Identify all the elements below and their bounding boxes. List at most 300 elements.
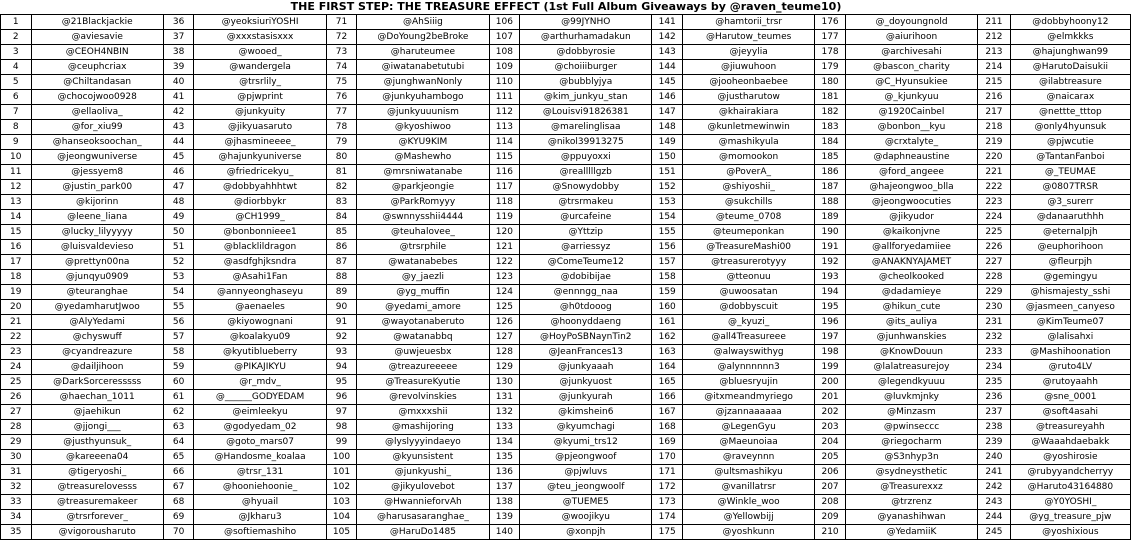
entry-handle: @pjwprint [194,90,326,105]
entry-handle: @harusasaranghae_ [357,510,489,525]
entry-number: 50 [163,225,194,240]
entry-handle: @danaaruthhh [1010,210,1130,225]
entry-handle: @sne_0001 [1010,390,1130,405]
entry-handle: @tteonuu [682,270,814,285]
entry-handle: @jiuwuhoon [682,60,814,75]
entry-number: 195 [815,300,846,315]
table-row [1,105,1131,120]
entry-handle: @_kjunkyuu [845,90,977,105]
entry-handle: @Mashihoonation [1010,345,1130,360]
entry-number: 98 [326,420,357,435]
entry-handle: @ppuyoxxi [520,150,652,165]
table-row [1,450,1131,465]
entry-number: 212 [978,30,1011,45]
entry-number: 208 [815,495,846,510]
table-row [1,300,1131,315]
entry-handle: @hooniehoonie_ [194,480,326,495]
entry-handle: @HaruDo1485 [357,525,489,540]
entry-number: 222 [978,180,1011,195]
entry-handle: @riegocharm [845,435,977,450]
entry-number: 205 [815,450,846,465]
entry-number: 227 [978,255,1011,270]
entry-handle: @naicarax [1010,90,1130,105]
entry-number: 19 [1,285,32,300]
entry-number: 196 [815,315,846,330]
entry-handle: @khairakiara [682,105,814,120]
entry-handle: @cyandreazure [31,345,163,360]
table-row [1,495,1131,510]
entry-handle: @treasuremakeer [31,495,163,510]
entry-handle: @hikun_cute [845,300,977,315]
table-row [1,390,1131,405]
entry-number: 29 [1,435,32,450]
entry-number: 160 [652,300,683,315]
entry-handle: @TUEME5 [520,495,652,510]
entry-number: 156 [652,240,683,255]
entry-number: 42 [163,105,194,120]
entry-number: 61 [163,390,194,405]
entry-handle: @TreasureKyutie [357,375,489,390]
entry-number: 214 [978,60,1011,75]
table-row [1,345,1131,360]
entry-number: 75 [326,75,357,90]
entry-number: 200 [815,375,846,390]
entry-number: 229 [978,285,1011,300]
table-body [1,15,1131,540]
entry-handle: @Asahi1Fan [194,270,326,285]
entry-handle: @junkyaaah [520,360,652,375]
entry-handle: @gemingyu [1010,270,1130,285]
entry-handle: @teuranghae [31,285,163,300]
entry-number: 118 [489,195,520,210]
entry-number: 79 [326,135,357,150]
entry-number: 216 [978,90,1011,105]
entry-number: 119 [489,210,520,225]
table-row [1,60,1131,75]
entry-number: 17 [1,255,32,270]
entry-number: 57 [163,330,194,345]
entry-handle: @hamtorii_trsr [682,15,814,30]
entry-number: 38 [163,45,194,60]
entry-number: 101 [326,465,357,480]
entry-handle: @hyuail [194,495,326,510]
entry-number: 6 [1,90,32,105]
entry-number: 90 [326,300,357,315]
entry-handle: @jikyudor [845,210,977,225]
entry-handle: @teume_0708 [682,210,814,225]
entry-number: 36 [163,15,194,30]
table-row [1,180,1131,195]
entry-number: 244 [978,510,1011,525]
entry-number: 231 [978,315,1011,330]
entry-handle: @AlyYedami [31,315,163,330]
entry-number: 235 [978,375,1011,390]
entry-number: 66 [163,465,194,480]
entry-handle: @Harutow_teumes [682,30,814,45]
entry-number: 164 [652,360,683,375]
entry-number: 27 [1,405,32,420]
entry-handle: @Minzasm [845,405,977,420]
entry-handle: @Chiltandasan [31,75,163,90]
entry-number: 239 [978,435,1011,450]
entry-number: 131 [489,390,520,405]
entry-handle: @21Blackjackie [31,15,163,30]
entry-number: 158 [652,270,683,285]
table-row [1,195,1131,210]
entry-number: 245 [978,525,1011,540]
entry-number: 149 [652,135,683,150]
entry-handle: @vigorousharuto [31,525,163,540]
entry-handle: @junkyushi_ [357,465,489,480]
entry-number: 81 [326,165,357,180]
entry-handle: @jeongwuniverse [31,150,163,165]
entry-handle: @legendkyuuu [845,375,977,390]
entry-handle: @Yttzip [520,225,652,240]
entry-number: 167 [652,405,683,420]
entry-number: 111 [489,90,520,105]
entry-number: 109 [489,60,520,75]
entry-number: 49 [163,210,194,225]
table-row [1,465,1131,480]
entry-number: 201 [815,390,846,405]
table-row [1,210,1131,225]
entry-number: 60 [163,375,194,390]
table-row [1,225,1131,240]
entry-number: 35 [1,525,32,540]
entry-handle: @bascon_charity [845,60,977,75]
page-title: THE FIRST STEP: THE TREASURE EFFECT (1st Full Album Giveaways by @raven_teume10) [290,0,842,13]
entry-number: 73 [326,45,357,60]
entry-number: 71 [326,15,357,30]
entry-handle: @wayotanaberuto [357,315,489,330]
entry-number: 170 [652,450,683,465]
entry-handle: @AhSiiig [357,15,489,30]
entry-handle: @JeanFrances13 [520,345,652,360]
entry-number: 191 [815,240,846,255]
entry-handle: @Winkle_woo [682,495,814,510]
entry-handle: @justin_park00 [31,180,163,195]
entry-number: 125 [489,300,520,315]
entry-handle: @HarutoDaisukii [1010,60,1130,75]
entry-handle: @pjwcutie [1010,135,1130,150]
entry-handle: @marelinglisaa [520,120,652,135]
entry-handle: @swnnysshii4444 [357,210,489,225]
entry-handle: @1920Cainbel [845,105,977,120]
table-row [1,375,1131,390]
entry-number: 126 [489,315,520,330]
entry-number: 103 [326,495,357,510]
entry-number: 190 [815,225,846,240]
entry-handle: @ceuphcriax [31,60,163,75]
entry-number: 139 [489,510,520,525]
entry-number: 93 [326,345,357,360]
entry-number: 88 [326,270,357,285]
entry-handle: @jasmeen_canyeso [1010,300,1130,315]
entry-handle: @PIKAJIKYU [194,360,326,375]
entry-handle: @Y0YOSHI_ [1010,495,1130,510]
entry-number: 179 [815,60,846,75]
entry-handle: @y_jaezli [357,270,489,285]
entry-number: 169 [652,435,683,450]
entry-number: 80 [326,150,357,165]
entry-number: 181 [815,90,846,105]
entry-number: 232 [978,330,1011,345]
entry-number: 28 [1,420,32,435]
entry-handle: @TreasureMashi00 [682,240,814,255]
entry-handle: @treasurelovesss [31,480,163,495]
entry-handle: @CEOH4NBIN [31,45,163,60]
entry-handle: @diorbbykr [194,195,326,210]
entry-number: 228 [978,270,1011,285]
entry-number: 171 [652,465,683,480]
entry-handle: @yoshkunn [682,525,814,540]
entry-number: 64 [163,435,194,450]
entry-handle: @yanashihwan [845,510,977,525]
table-row [1,90,1131,105]
entry-number: 218 [978,120,1011,135]
table-row [1,330,1131,345]
entry-handle: @wandergela [194,60,326,75]
entry-handle: @ford_angeee [845,165,977,180]
entry-number: 14 [1,210,32,225]
entry-number: 202 [815,405,846,420]
entry-handle: @junqyu0909 [31,270,163,285]
entry-number: 128 [489,345,520,360]
entry-handle: @dobbyscuit [682,300,814,315]
entry-number: 67 [163,480,194,495]
entry-handle: @dobbyahhhtwt [194,180,326,195]
entry-handle: @teuhalovee_ [357,225,489,240]
entry-handle: @hajunkyuniverse [194,150,326,165]
table-row [1,420,1131,435]
entry-number: 110 [489,75,520,90]
entry-number: 220 [978,150,1011,165]
entry-handle: @wooed_ [194,45,326,60]
entry-handle: @xxxstasisxxx [194,30,326,45]
entry-handle: @yoshixious [1010,525,1130,540]
entry-handle: @jzannaaaaaa [682,405,814,420]
entry-handle: @allforyedamiiee [845,240,977,255]
entry-number: 116 [489,165,520,180]
entry-number: 175 [652,525,683,540]
entry-handle: @ComeTeume12 [520,255,652,270]
entry-number: 44 [163,135,194,150]
entry-handle: @kimshein6 [520,405,652,420]
entry-handle: @watanabebes [357,255,489,270]
entry-handle: @trsr_131 [194,465,326,480]
entry-handle: @junghwanNonly [357,75,489,90]
entry-number: 91 [326,315,357,330]
entry-handle: @r_mdv_ [194,375,326,390]
entry-number: 84 [326,210,357,225]
entry-handle: @daphneaustine [845,150,977,165]
entry-handle: @treazureeeee [357,360,489,375]
entry-number: 24 [1,360,32,375]
entry-handle: @sukchills [682,195,814,210]
entry-handle: @bonbon__kyu [845,120,977,135]
entry-handle: @aenaeles [194,300,326,315]
entry-number: 114 [489,135,520,150]
entry-number: 153 [652,195,683,210]
entry-number: 15 [1,225,32,240]
entry-number: 174 [652,510,683,525]
entry-number: 127 [489,330,520,345]
entry-handle: @its_auliya [845,315,977,330]
entry-number: 46 [163,165,194,180]
table-row [1,240,1131,255]
entry-handle: @alynnnnnn3 [682,360,814,375]
entry-handle: @chocojwoo0928 [31,90,163,105]
entry-handle: @ruto4LV [1010,360,1130,375]
table-row [1,15,1131,30]
entry-handle: @______GODYEDAM [194,390,326,405]
entry-handle: @soft4asahi [1010,405,1130,420]
entry-number: 4 [1,60,32,75]
entry-handle: @itxmeandmyriego [682,390,814,405]
entry-handle: @hoonyddaeng [520,315,652,330]
entry-handle: @jjongi___ [31,420,163,435]
entry-handle: @ParkRomyyy [357,195,489,210]
entry-handle: @junkyuost [520,375,652,390]
entry-number: 221 [978,165,1011,180]
entry-handle: @junkyuity [194,105,326,120]
entry-number: 134 [489,435,520,450]
entry-number: 203 [815,420,846,435]
entry-number: 137 [489,480,520,495]
table-row [1,480,1131,495]
entry-handle: @uwoosatan [682,285,814,300]
table-row [1,510,1131,525]
entry-number: 173 [652,495,683,510]
entry-handle: @alwayswithyg [682,345,814,360]
entry-number: 70 [163,525,194,540]
entry-handle: @hanseoksoochan_ [31,135,163,150]
entry-handle: @yg_muffin [357,285,489,300]
entry-number: 219 [978,135,1011,150]
entry-handle: @dailjihoon [31,360,163,375]
entry-handle: @Handosme_koalaa [194,450,326,465]
entry-number: 21 [1,315,32,330]
entry-handle: @momookon [682,150,814,165]
entry-number: 85 [326,225,357,240]
entry-number: 33 [1,495,32,510]
entry-number: 105 [326,525,357,540]
entry-handle: @ennngg_naa [520,285,652,300]
entry-handle: @bonbonnieee1 [194,225,326,240]
entry-number: 117 [489,180,520,195]
entry-number: 86 [326,240,357,255]
entry-number: 22 [1,330,32,345]
entry-number: 48 [163,195,194,210]
entry-handle: @Haruto43164880 [1010,480,1130,495]
table-row [1,30,1131,45]
entry-number: 161 [652,315,683,330]
entry-number: 209 [815,510,846,525]
entry-number: 184 [815,135,846,150]
entry-handle: @jhasmineeee_ [194,135,326,150]
giveaway-table [0,14,1131,540]
entry-number: 69 [163,510,194,525]
table-row [1,525,1131,540]
entry-handle: @chyswuff [31,330,163,345]
entry-number: 113 [489,120,520,135]
entry-number: 9 [1,135,32,150]
entry-handle: @haruteumee [357,45,489,60]
entry-handle: @woojikyu [520,510,652,525]
entry-handle: @lalisahxi [1010,330,1130,345]
entry-number: 207 [815,480,846,495]
entry-handle: @hajeongwoo_blla [845,180,977,195]
entry-number: 7 [1,105,32,120]
entry-number: 112 [489,105,520,120]
entry-number: 25 [1,375,32,390]
entry-handle: @Yellowbijj [682,510,814,525]
entry-handle: @junkyurah [520,390,652,405]
entry-number: 180 [815,75,846,90]
entry-number: 10 [1,150,32,165]
entry-number: 223 [978,195,1011,210]
entry-handle: @nikol39913275 [520,135,652,150]
entry-number: 16 [1,240,32,255]
entry-number: 143 [652,45,683,60]
entry-handle: @godyedam_02 [194,420,326,435]
entry-number: 163 [652,345,683,360]
entry-number: 2 [1,30,32,45]
table-row [1,285,1131,300]
entry-handle: @pjeongwoof [520,450,652,465]
entry-handle: @luisvaldevieso [31,240,163,255]
entry-handle: @lalatreasurejoy [845,360,977,375]
entry-handle: @crxtalyte_ [845,135,977,150]
entry-handle: @euphorihoon [1010,240,1130,255]
entry-number: 172 [652,480,683,495]
entry-handle: @yedami_amore [357,300,489,315]
entry-handle: @xonpjh [520,525,652,540]
entry-handle: @HoyPoSBNaynTin2 [520,330,652,345]
entry-handle: @teu_jeongwoolf [520,480,652,495]
table-row [1,135,1131,150]
entry-number: 56 [163,315,194,330]
entry-number: 237 [978,405,1011,420]
entry-number: 123 [489,270,520,285]
entry-number: 41 [163,90,194,105]
entry-handle: @vanillatrsr [682,480,814,495]
entry-handle: @arthurhamadakun [520,30,652,45]
entry-number: 18 [1,270,32,285]
entry-handle: @kyutiblueberry [194,345,326,360]
entry-handle: @mashijoring [357,420,489,435]
entry-number: 241 [978,465,1011,480]
entry-number: 162 [652,330,683,345]
entry-handle: @KimTeume07 [1010,315,1130,330]
entry-handle: @ilabtreasure [1010,75,1130,90]
entry-handle: @kaikonjvne [845,225,977,240]
entry-handle: @parkjeongie [357,180,489,195]
entry-handle: @mrsniwatanabe [357,165,489,180]
entry-handle: @elmkkks [1010,30,1130,45]
entry-number: 87 [326,255,357,270]
entry-handle: @aviesavie [31,30,163,45]
entry-number: 215 [978,75,1011,90]
entry-number: 141 [652,15,683,30]
entry-number: 146 [652,90,683,105]
entry-handle: @trsrlily_ [194,75,326,90]
entry-handle: @shiyoshii_ [682,180,814,195]
entry-number: 147 [652,105,683,120]
entry-handle: @jikyuasaruto [194,120,326,135]
entry-number: 233 [978,345,1011,360]
entry-number: 186 [815,165,846,180]
